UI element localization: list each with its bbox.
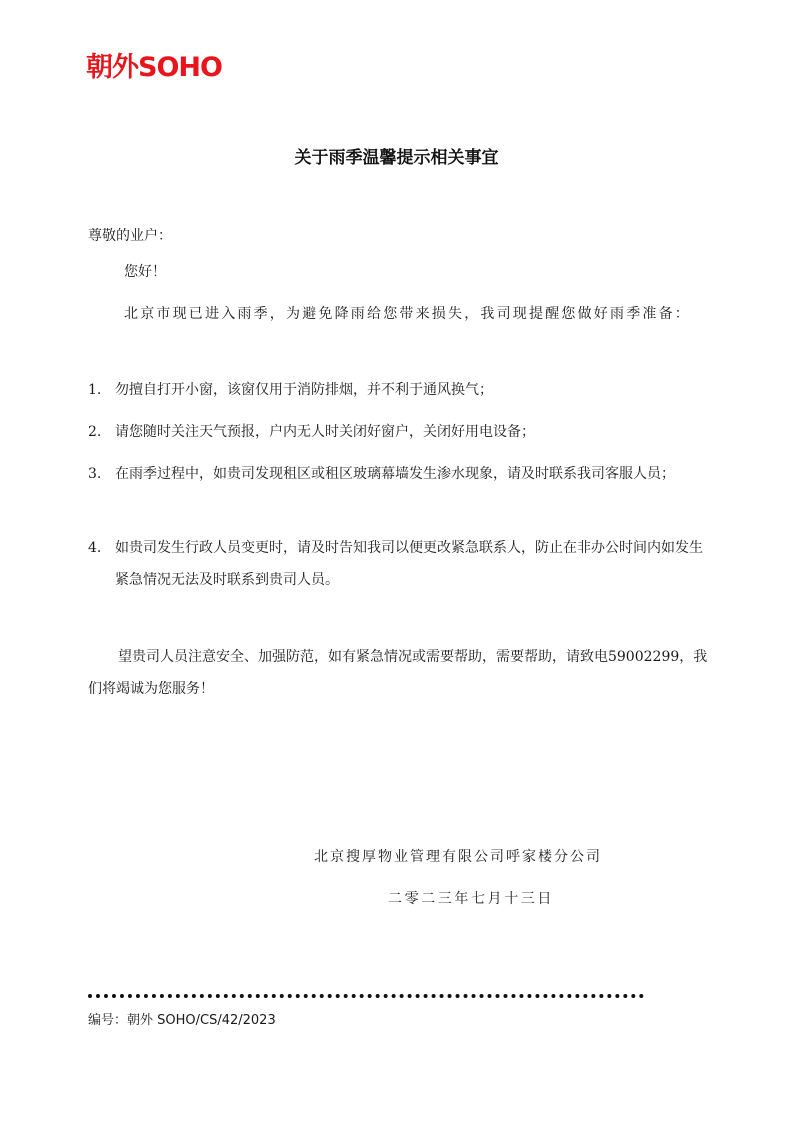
list-item-text: 勿擅自打开小窗，该窗仅用于消防排烟，并不利于通风换气；	[115, 382, 493, 398]
list-item	[88, 458, 710, 490]
salutation: 尊敬的业户：	[88, 228, 172, 244]
list-item-text: 如贵司发生行政人员变更时，请及时告知我司以便更改紧急联系人，防止在非办公时间内如发生紧急情况无法及时联系到贵司人员。	[115, 540, 703, 588]
intro-paragraph: 北京市现已进入雨季，为避免降雨给您带来损失，我司现提醒您做好雨季准备：	[124, 306, 691, 322]
list-item-number: 4.	[88, 540, 102, 556]
signature-company: 北京搜厚物业管理有限公司呼家楼分公司	[314, 849, 602, 865]
footer-divider	[88, 994, 644, 998]
list-item	[88, 374, 710, 406]
list-item-text: 请您随时关注天气预报，户内无人时关闭好窗户，关闭好用电设备；	[115, 424, 535, 440]
list-item-number: 3.	[88, 466, 102, 482]
list-item-text: 在雨季过程中，如贵司发现租区或租区玻璃幕墙发生渗水现象，请及时联系我司客服人员；	[115, 466, 675, 482]
list-item-number: 2.	[88, 424, 102, 440]
closing-paragraph: 望贵司人员注意安全、加强防范，如有紧急情况或需要帮助，需要帮助，请致电59002299，我们将竭诚为您服务！	[88, 649, 708, 697]
document-number: 编号：朝外 SOHO/CS/42/2023	[88, 1013, 276, 1028]
signature-date: 二零二三年七月十三日	[388, 891, 554, 907]
list-item-number: 1.	[88, 382, 102, 398]
list-item	[88, 532, 710, 596]
list-item	[88, 416, 710, 448]
greeting: 您好！	[124, 264, 166, 280]
notice-title: 关于雨季温馨提示相关事宜	[294, 148, 499, 168]
company-logo: 朝外SOHO	[86, 52, 222, 83]
